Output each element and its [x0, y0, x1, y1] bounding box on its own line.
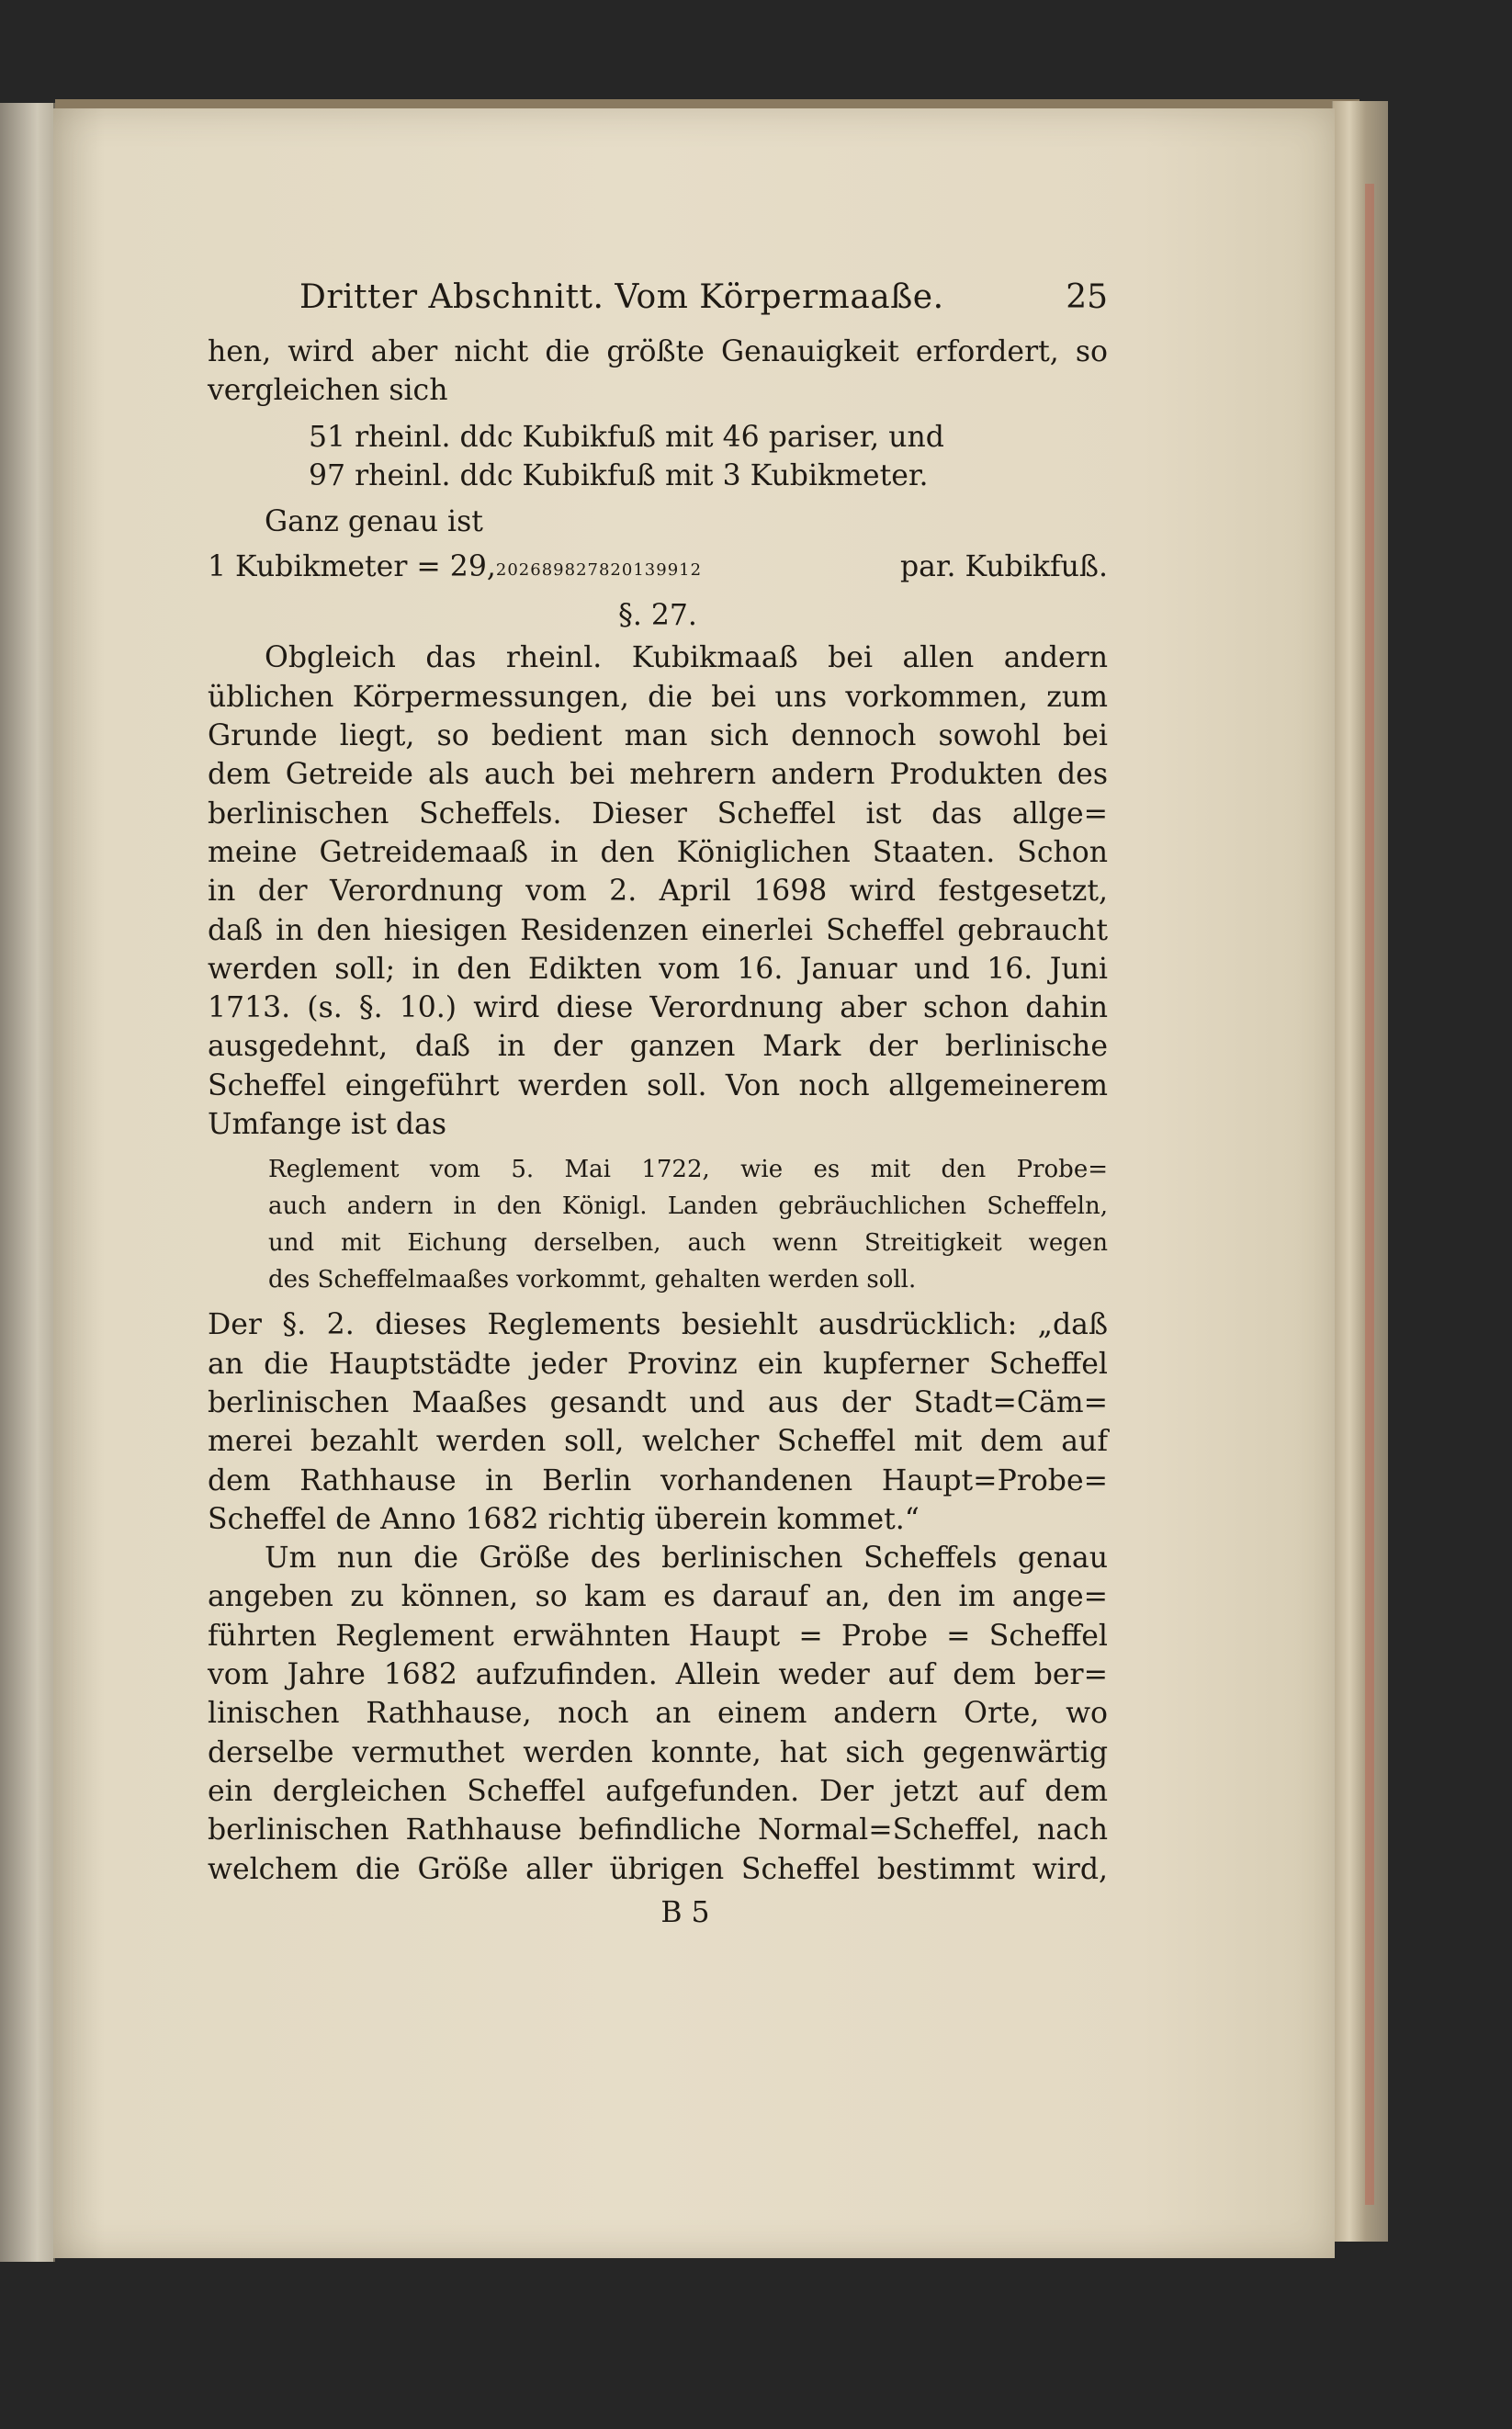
- section-heading: §. 27.: [618, 599, 697, 633]
- paragraph-2: [208, 1305, 1108, 1539]
- text-line: dem Getreide als auch bei mehrern andern Produkten des: [208, 758, 1108, 792]
- text-line: 1713. (s. §. 10.) wird diese Verordnung aber schon dahin: [208, 991, 1108, 1025]
- text-line: berlinischen Maaßes gesandt und aus der Stadt=Cäm=: [208, 1385, 1108, 1419]
- equation-right: par. Kubikfuß.: [899, 550, 1108, 584]
- quote-line: auch andern in den Königl. Landen gebräuchlichen Scheffeln,: [268, 1192, 1108, 1221]
- equation-digits: 202689827820139912: [495, 560, 703, 581]
- paragraph-1: [208, 638, 1108, 1144]
- text-line: ein dergleichen Scheffel aufgefunden. Der jetzt auf dem: [208, 1774, 1108, 1808]
- running-header: [208, 274, 1108, 322]
- text-line: Der §. 2. dieses Reglements besiehlt ausdrücklich: „daß: [208, 1308, 1108, 1342]
- text-line: berlinischen Rathhause befindliche Normal=Scheffel, nach: [208, 1813, 1108, 1847]
- page-number: 25: [1066, 278, 1108, 316]
- text-line: derselbe vermuthet werden konnte, hat sich gegenwärtig: [208, 1735, 1108, 1769]
- text-line: Grunde liegt, so bedient man sich dennoch sowohl bei: [208, 719, 1108, 753]
- text-line: vom Jahre 1682 aufzufinden. Allein weder auf dem ber=: [208, 1658, 1108, 1692]
- text-line: daß in den hiesigen Residenzen einerlei Scheffel gebraucht: [208, 913, 1108, 947]
- quote-line: des Scheffelmaaßes vorkommt, gehalten werden soll.: [268, 1266, 917, 1294]
- quote-block: [208, 1151, 1108, 1298]
- text-line: dem Rathhause in Berlin vorhandenen Haupt=Probe=: [208, 1463, 1108, 1497]
- left-page-edge: [0, 103, 55, 2262]
- text-line: Ganz genau ist: [265, 505, 483, 539]
- text-line: vergleichen sich: [208, 374, 448, 408]
- text-line: linischen Rathhause, noch an einem andern Orte, wo: [208, 1697, 1108, 1731]
- text-line: üblichen Körpermessungen, die bei uns vorkommen, zum: [208, 680, 1108, 714]
- equation: [208, 541, 1108, 593]
- text-line: Um nun die Größe des berlinischen Scheffels genau: [265, 1542, 1108, 1576]
- equation-left: 1 Kubikmeter = 29,: [208, 550, 496, 584]
- text-line: Umfange ist das: [208, 1108, 446, 1142]
- right-page-edge: [1332, 101, 1388, 2242]
- text-line: welchem die Größe aller übrigen Scheffel bestimmt wird,: [208, 1852, 1108, 1886]
- quote-line: und mit Eichung derselben, auch wenn Streitigkeit wegen: [268, 1229, 1108, 1258]
- text-line: Obgleich das rheinl. Kubikmaaß bei allen andern: [265, 641, 1108, 675]
- text-line: werden soll; in den Edikten vom 16. Januar und 16. Juni: [208, 952, 1108, 986]
- formula-line: 51 rheinl. ddc Kubikfuß mit 46 pariser, und: [309, 420, 944, 454]
- text-line: hen, wird aber nicht die größte Genauigkeit erfordert, so: [208, 335, 1108, 368]
- text-line: in der Verordnung vom 2. April 1698 wird festgesetzt,: [208, 875, 1108, 909]
- text-line: Scheffel eingeführt werden soll. Von noch allgemeinerem: [208, 1068, 1108, 1102]
- text-line: meine Getreidemaaß in den Königlichen Staaten. Schon: [208, 835, 1108, 869]
- text-line: merei bezahlt werden soll, welcher Scheffel mit dem auf: [208, 1425, 1108, 1459]
- text-line: angeben zu können, so kam es darauf an, den im ange=: [208, 1580, 1108, 1614]
- text-line: an die Hauptstädte jeder Provinz ein kupferner Scheffel: [208, 1347, 1108, 1381]
- red-edge-mark: [1365, 184, 1374, 2205]
- header-title: Dritter Abschnitt. Vom Körpermaaße.: [299, 278, 944, 316]
- text-line: berlinischen Scheffels. Dieser Scheffel ist das allge=: [208, 796, 1108, 830]
- formula-line: 97 rheinl. ddc Kubikfuß mit 3 Kubikmeter.: [309, 458, 929, 492]
- text-line: führten Reglement erwähnten Haupt = Probe = Scheffel: [208, 1619, 1108, 1653]
- signature-mark: B 5: [660, 1895, 710, 1929]
- paragraph-3: [208, 1539, 1108, 1889]
- text-line: Scheffel de Anno 1682 richtig überein kommet.“: [208, 1502, 920, 1536]
- quote-line: Reglement vom 5. Mai 1722, wie es mit den Probe=: [268, 1156, 1108, 1184]
- text-line: ausgedehnt, daß in der ganzen Mark der berlinische: [208, 1030, 1108, 1064]
- page-text: [208, 274, 1108, 1937]
